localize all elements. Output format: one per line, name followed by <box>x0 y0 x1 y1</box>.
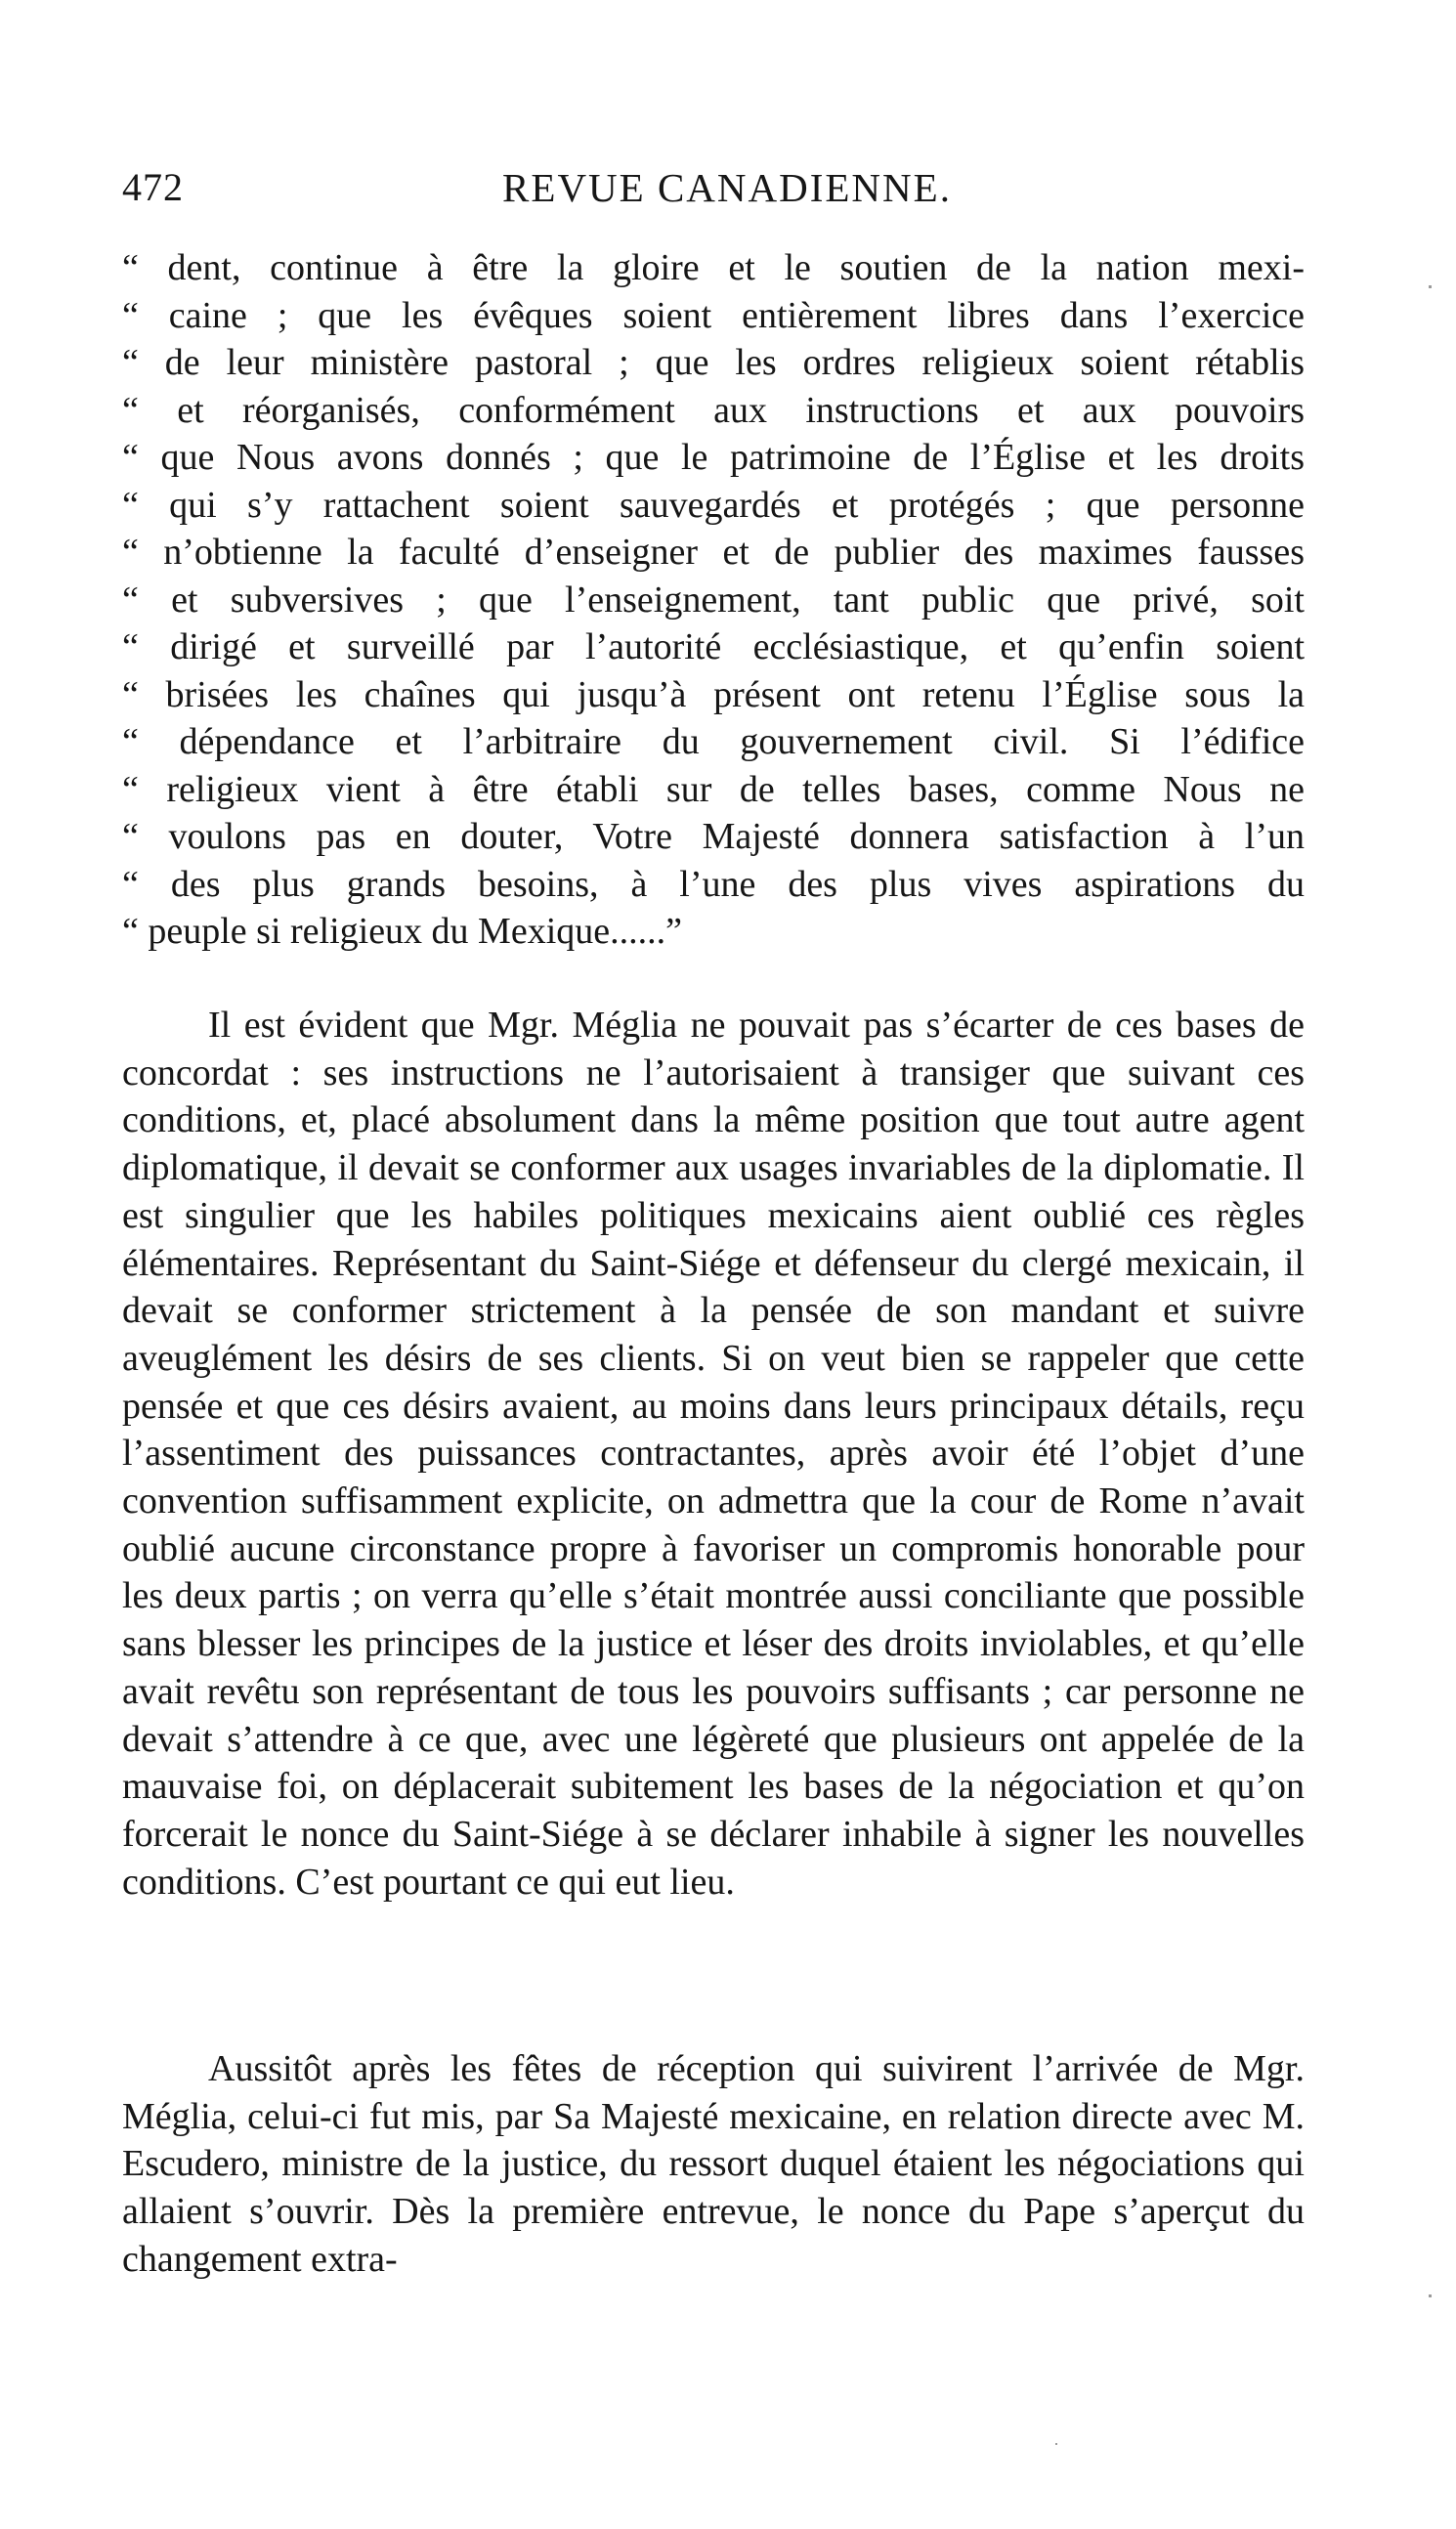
quoted-letter-block <box>122 244 1305 956</box>
running-title <box>122 164 1305 211</box>
running-title-text: REVUE CANADIENNE. <box>502 165 952 210</box>
quote-line: “ voulons pas en douter, Votre Majesté donnera satisfaction à l’un <box>122 816 1305 857</box>
scan-speck <box>1429 285 1432 288</box>
quote-line: “ que Nous avons donnés ; que le patrimoine de l’Église et les droits <box>122 437 1305 478</box>
quote-line: “ caine ; que les évêques soient entièrement libres dans l’exercice <box>122 294 1305 336</box>
quote-line-last: “ peuple si religieux du Mexique......” <box>122 911 683 952</box>
quote-line: “ et réorganisés, conformément aux instructions et aux pouvoirs <box>122 389 1305 431</box>
page-header <box>122 164 1305 223</box>
scan-speck <box>1429 2294 1432 2297</box>
quote-line: “ et subversives ; que l’enseignement, tant public que privé, soit <box>122 579 1305 621</box>
quote-line: “ n’obtienne la faculté d’enseigner et de publier des maximes fausses <box>122 532 1305 573</box>
quote-line: “ religieux vient à être établi sur de telles bases, comme Nous ne <box>122 768 1305 810</box>
quote-line: “ qui s’y rattachent soient sauvegardés et protégés ; que personne <box>122 484 1305 526</box>
quote-line: “ dépendance et l’arbitraire du gouvernement civil. Si l’édifice <box>122 721 1305 762</box>
scan-speck <box>1055 2443 1057 2445</box>
quote-line: “ brisées les chaînes qui jusqu’à présent ont retenu l’Église sous la <box>122 673 1305 715</box>
body-paragraph: Il est évident que Mgr. Méglia ne pouvait pas s’écarter de ces bases de concordat : ses instructions ne l’autorisaient à transiger que suivant ces conditions, et, placé absolument dans la même position que tout autre agent diplomatique, il devait se conformer aux usages invariables de la diplomatie. Il est singulier que les habiles politiques mexicains aient oublié ces règles élémentaires. Représentant du Saint-Siége et défenseur du clergé mexicain, il devait se conformer strictement à la pensée de son mandant et suivre aveuglément les désirs de ses clients. Si on veut bien se rappeler que cette pensée et que ces désirs avaient, au moins dans leurs principaux détails, reçu l’assentiment des puissances contractantes, après avoir été l’objet d’une convention suffisamment explicite, on admettra que la cour de Rome n’avait oublié aucune circonstance propre à favoriser un compromis honorable pour les deux partis ; on verra qu’elle s’était montrée aussi conciliante que possible sans blesser les principes de la justice et léser des droits inviolables, et qu’elle avait revêtu son représentant de tous les pouvoirs suffisants ; car personne ne devait s’attendre à ce que, avec une légèreté que plusieurs ont appelée de la mauvaise foi, on déplacerait subitement les bases de la négociation et qu’on forcerait le nonce du Saint-Siége à se déclarer inhabile à signer les nouvelles conditions. C’est pourtant ce qui eut lieu. <box>122 1005 1305 1903</box>
body-paragraph: Aussitôt après les fêtes de réception qui suivirent l’arrivée de Mgr. Méglia, celui-ci fut mis, par Sa Majesté mexicaine, en relation directe avec M. Escudero, ministre de la justice, du ressort duquel étaient les négociations qui allaient s’ouvrir. Dès la première entrevue, le nonce du Pape s’aperçut du changement extra- <box>122 2048 1305 2280</box>
quote-line: “ dent, continue à être la gloire et le soutien de la nation mexi- <box>122 247 1305 288</box>
page-number: 472 <box>122 165 184 209</box>
quote-line: “ de leur ministère pastoral ; que les ordres religieux soient rétablis <box>122 342 1305 383</box>
quote-line: “ des plus grands besoins, à l’une des plus vives aspirations du <box>122 863 1305 905</box>
quote-line: “ dirigé et surveillé par l’autorité ecclésiastique, et qu’enfin soient <box>122 626 1305 667</box>
